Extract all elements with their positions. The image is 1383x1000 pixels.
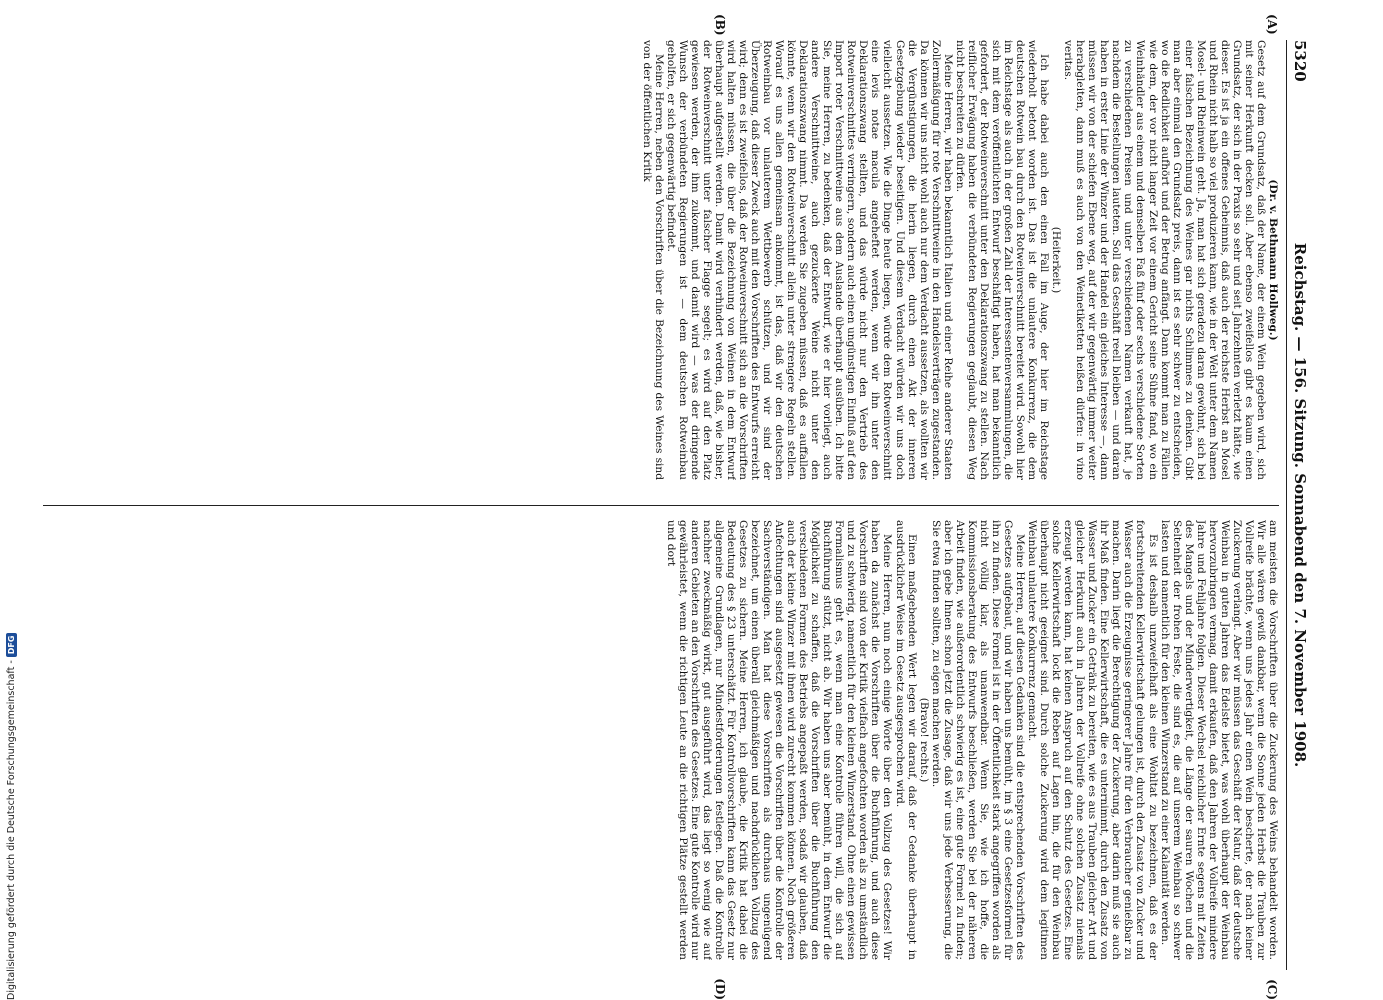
- paragraph: am meisten die Vorschriften über die Zuckerung des Weins behandelt worden. Wir alle wären gewiß dankbar, wenn die Sonne jeden Herbst die Trauben zur Vollreife brächte, wenn uns jedes Jahr einen Wein bescherte, der nach keiner Zuckerung verlangt. Aber wir müssen das Geschäft der Natur, daß der deutsche Weinbau in guten Jahren das Edelste bietet, was wohl überhaupt der Weinbau hervorzubringen vermag, damit erkaufen, daß den Jahren der Vollreife mindere Jahre und Fehljahre folgen. Dieser Wechsel reichlicher Ernte segens mit Zeiten des Mangels und der Minderwertigkeit, die Länge der sauren Wochen und die Seltenheit der frohen Feste, die sind es, die auf unserem Weinbau so schwer lasten und namentlich für den kleinen Winzerstand zu einer Kalamität werden.: [1158, 520, 1279, 960]
- page-title: Reichstag. — 156. Sitzung. Sonnabend den 7. November 1908.: [1291, 242, 1309, 768]
- margin-mark-d: (D): [713, 978, 727, 1000]
- dfg-logo: DFG: [6, 633, 17, 658]
- paragraph: Es ist deshalb unzweifelhaft als eine Wohltat zu bezeichnen, daß es der fortschreitenden Kellerwirtschaft gelungen ist, durch den Zusatz von Zucker und Wasser auch die Erzeugnisse geringerer Jahre für den Verbraucher genießbar zu machen. Darin liegt die Berechtigung der Zuckerung, aber darin muß sie auch ihr Maß finden. Eine Kellerwirtschaft, die es unternimmt, durch den Zusatz von Wasser und Zucker ein Getränk zu bereiten, wie es aus Trauben gleicher Art und gleicher Herkunft auch in Jahren der Vollreife ohne solchen Zusatz niemals erzeugt werden kann, hat keinen Anspruch auf den Schutz des Gesetzes. Eine solche Kellerwirtschaft lockt die Reben auf Lagen hin, die für den Weinbau überhaupt nicht geeignet sind. Durch solche Zuckerung wird dem legitimen Weinbau unlautere Konkurrenz gemacht.: [1026, 520, 1159, 960]
- paragraph: Meine Herren, nun noch einige Worte über den Vollzug des Gesetzes! Wir haben da zunächst die Vorschriften über die Buchführung, und auch diese Vorschriften sind von der Kritik vielfach angefochten worden als zu umständlich und zu schwierig, namentlich für den kleinen Winzerstand. Ohne einen gewissen Formalismus geht es, wenn man eine Kontrolle führen will, die sich auf Buchführung stützt, nicht ab. Wir haben uns aber bemüht, in dem Entwurf die Möglichkeit zu schaffen, daß die Vorschriften über die Buchführung den verschiedenen Formen des Betriebs angepaßt werden, sodaß wir glauben, daß auch der kleine Winzer mit ihnen wird zurecht kommen können. Noch größeren Anfechtungen sind ausgesetzt gewesen die Vorschriften über die Kontrolle der Sachverständigen. Man hat diese Vorschriften als durchaus ungenügend bezeichnet, um einen überall gleichmäßigen und nachdrücklichen Vollzug des Gesetzes zu sichern. Meine Herren, ich glaube, die Kritik hat dabei die Bedeutung des § 23 unterschätzt. Für Kontrollvorschriften kann das Gesetz nur allgemeine Grundlagen, nur Mindestforderungen festlegen. Daß die Kontrolle nachher zweckmäßig wirkt, gut ausgeführt wird, das liegt so wenig wie auf anderen Gebieten an den Vorschriften des Gesetzes. Eine gute Kontrolle wird nur gewährleistet, wenn die richtigen Leute an die richtigen Plätze gestellt werden und dort: [664, 520, 894, 960]
- paragraph: Gesetz auf dem Grundsatz, daß der Name, der einem Wein gegeben wird, sich mit seiner Herkunft decken soll. Aber ebenso zweifellos gibt es kaum einen Grundsatz, der sich in der Praxis so sehr und seit Jahrzehnten verletzt hätte, wie dieser. Es ist ja ein offenes Geheimnis, daß auch der reichste Herbst an Mosel und Rhein nicht halb so viel produzieren kann, wie in der Welt unter dem Namen Mosel- und Rheinwein geht. Ja, man hat sich geradezu daran gewöhnt, sich bei einer falschen Bezeichnung des Weines gar nichts Schlimmes zu denken. Gibt man aber einmal den Grundsatz preis, dann ist es sehr schwer zu entscheiden, wo die Redlichkeit aufhört und der Betrug anfängt. Dann kommt man zu Fällen wie dem, der vor nicht langer Zeit vor einem Gericht seine Sühne fand, wo ein Weinhändler aus einem und demselben Faß fünf oder sechs verschiedene Sorten zu verschiedenen Preisen und unter verschiedenen Namen verkauft hat, je nachdem die Bestellungen lauteten. Soll das Geschäft reell bleiben — und daran haben in erster Linie der Winzer und der Handel ein gleiches Interesse —, dann müssen wir von der schiefen Ebene weg, auf der wir gegenwärtig immer weiter herabgleiten, dann muß es auch von den Weinetiketten heißen dürfen: in vino veritas.: [1062, 40, 1267, 480]
- paragraph: Meine Herren, auf diesen Gedanken sind die entsprechenden Vorschriften des Gesetzes aufgebaut, und wir haben uns bemüht, im § 3 eine Gesetzesformel für ihn zu finden. Diese Formel ist in der Öffentlichkeit stark angegriffen worden als nicht völlig klar, als unanwendbar. Wenn Sie, wie ich hoffe, die Kommissionsberatung des Entwurfs beschließen, werden Sie bei der näheren Arbeit finden, wie außerordentlich schwierig es ist, eine gute Formel zu finden; aber ich gebe Ihnen schon jetzt die Zusage, daß wir uns jede Verbesserung, die Sie etwa finden sollten, zu eigen machen werden.: [929, 520, 1027, 960]
- digitization-credit: [1, 600, 23, 1000]
- speaker-label: (Dr. v. Bethmann Hollweg.): [1267, 179, 1279, 341]
- column-divider: [43, 505, 1279, 506]
- left-column: [43, 40, 1279, 480]
- credit-text: Digitalisierung gefördert durch die Deutsche Forschungsgemeinschaft -: [6, 660, 17, 1000]
- applause-note: (Heiterkeit.): [1050, 226, 1063, 294]
- paragraph: Meine Herren, wir haben bekanntlich Italien und einer Reihe anderer Staaten Zollermäßigung für rote Verschnittweine in den Handelsverträgen zugestanden. Da können wir uns nicht wohl auch nur dem Verdacht aussetzen, als wollten wir die Vergünstigungen, die hierin liegen, durch einen Akt der inneren Gesetzgebung wieder beseitigen. Und diesem Verdacht würden wir uns doch vielleicht aussetzen. Wie die Dinge heute liegen, würde dem Rotweinverschnitt eine levis notae macula angeheftet werden, wenn wir ihn unter den Deklarationszwang stellten, und das würde nicht nur den Vertrieb des Rotweinverschnittes verringern, sondern auch einen ungünstigen Einfluß auf den Import roter Verschnittweine aus dem Auslande überhaupt ausüben. Ich bitte Sie, meine Herren, zu bedenken, daß der Entwurf, wie er hier vorliegt, auch andere Verschnittweine, auch gezuckerte Weine nicht unter den Deklarationszwang nimmt. Da werden Sie zugeben müssen, daß es auffallen könnte, wenn wir den Rotweinverschnitt allein unter strengere Regeln stellen. Worauf es uns allen gemeinsam ankommt, ist das, daß wir den deutschen Rotweinbau vor unlauterem Wettbewerb schützen, und wir sind der Überzeugung, daß dieser Zweck auch mit den Vorschriften des Entwurfs erreicht wird; denn es ist zweifellos, daß der Rotweinverschnitt sich an die Vorschriften wird halten müssen, die über die Bezeichnung von Weinen in dem Entwurf überhaupt aufgestellt werden. Damit wird verhindert werden, daß, wie bisher, der Rotweinverschnitt unter falscher Flagge segelt; es wird auf den Platz gewiesen werden, der ihm zukommt, und damit wird — was der dringende Wunsch der verbündeten Regierungen ist — dem deutschen Rotweinbau geholfen, er sich gegenwärtig befindet.: [664, 40, 954, 480]
- paragraph: Meine Herren, neben den Vorschriften über die Bezeichnung des Weines sind von der öffentlichen Kritik: [640, 40, 665, 480]
- applause-note: (Bravo! rechts.): [917, 697, 930, 783]
- paragraph: Einen maßgebenden Wert legen wir darauf, daß der Gedanke überhaupt in ausdrücklicher Weise im Gesetz ausgesprochen wird.: [893, 520, 918, 960]
- newspaper-page: [33, 14, 1313, 1000]
- right-column: [43, 520, 1279, 960]
- page-header: [1286, 40, 1313, 970]
- margin-mark-b: (B): [713, 14, 727, 36]
- paragraph: Ich habe dabei auch den einen Fall im Auge, der hier im Reichstage wiederholt betont worden ist. Das ist die unlautere Konkurrenz, die dem deutschen Rotwein bau durch den Rotweinverschnitt bereitet wird. Sowohl hier im Reichstage als auch in der großen Zahl der Interessentenversammlungen, die sich mit dem veröffentlichten Entwurf beschäftigt haben, hat man bekanntlich gefordert, der Rotweinverschnitt unter den Deklarationszwang zu stellen. Nach reiflicher Erwägung haben die verbündeten Regierungen geglaubt, diesen Weg nicht beschreiten zu dürfen.: [953, 40, 1051, 480]
- margin-mark-a: (A): [1265, 14, 1279, 35]
- page-number: 5320: [1291, 40, 1309, 82]
- margin-mark-c: (C): [1265, 979, 1279, 1000]
